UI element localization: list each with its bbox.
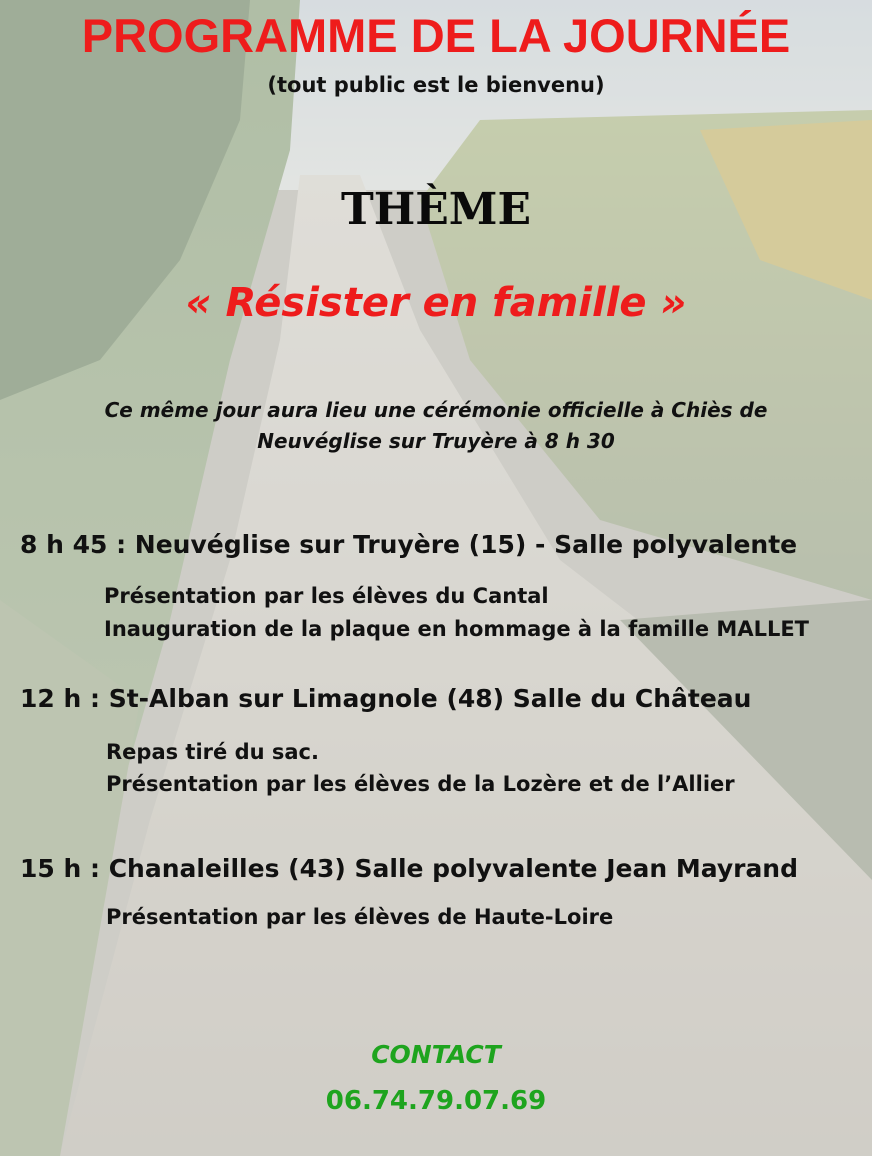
- contact-label: CONTACT: [371, 1040, 501, 1069]
- schedule-item: Inauguration de la plaque en hommage à la famille MALLET: [104, 617, 810, 641]
- ceremony-line: Ce même jour aura lieu une cérémonie officielle à Chiès de: [104, 398, 768, 422]
- ceremony-line: Neuvéglise sur Truyère à 8 h 30: [257, 429, 615, 453]
- schedule-item: Repas tiré du sac.: [106, 740, 319, 764]
- schedule-item: Présentation par les élèves de la Lozère et de l’Allier: [106, 772, 735, 796]
- contact-phone: 06.74.79.07.69: [325, 1086, 547, 1116]
- page-title: PROGRAMME DE LA JOURNÉE: [81, 9, 791, 62]
- theme-label: THÈME: [340, 184, 532, 235]
- schedule-item: Présentation par les élèves de Haute-Loire: [106, 905, 614, 929]
- schedule-heading-2: 15 h : Chanaleilles (43) Salle polyvalente Jean Mayrand: [20, 854, 799, 883]
- schedule-item: Présentation par les élèves du Cantal: [104, 584, 549, 608]
- ceremony-note: [0, 395, 872, 457]
- theme-value: « Résister en famille »: [185, 280, 687, 326]
- page-subtitle: (tout public est le bienvenu): [267, 73, 605, 97]
- schedule-heading-0: 8 h 45 : Neuvéglise sur Truyère (15) - Salle polyvalente: [20, 530, 798, 559]
- schedule-heading-1: 12 h : St-Alban sur Limagnole (48) Salle du Château: [20, 684, 752, 713]
